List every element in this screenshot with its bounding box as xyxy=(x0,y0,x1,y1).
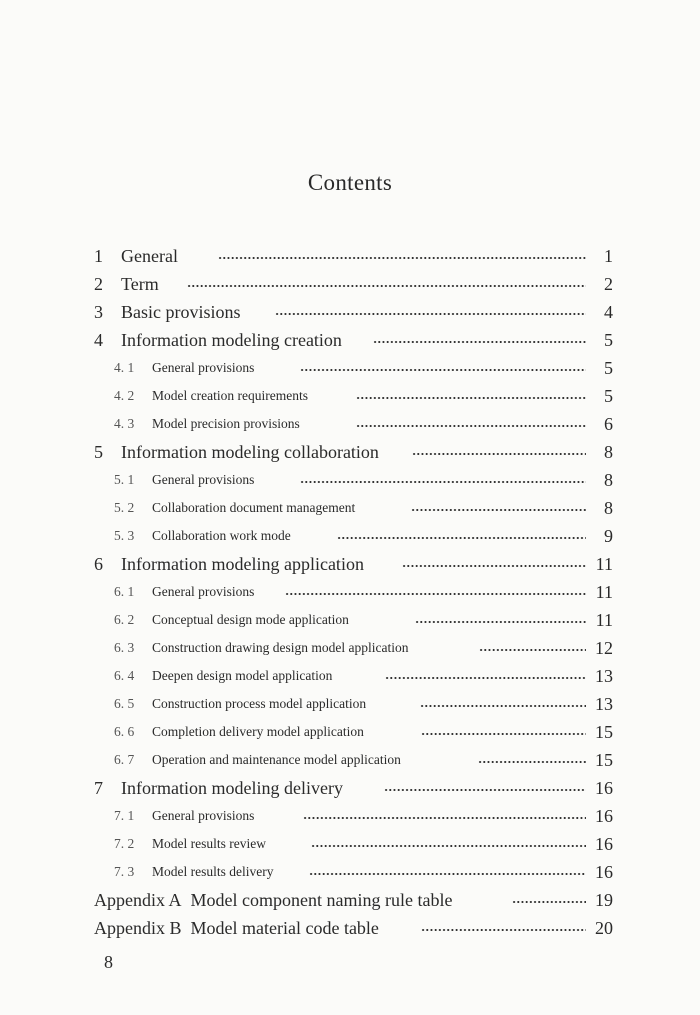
toc-title: Term xyxy=(121,274,159,294)
toc-page-number: 20 xyxy=(595,918,613,938)
toc-number: 6. 5 xyxy=(114,696,135,711)
toc-title: Model material code table xyxy=(190,918,379,938)
toc-number: 6. 7 xyxy=(114,752,135,767)
toc-leader-dots xyxy=(412,438,586,466)
toc-entry-6-3[interactable] xyxy=(0,634,700,662)
toc-title: Completion delivery model application xyxy=(152,724,364,739)
toc-number: 5. 2 xyxy=(114,500,135,515)
toc-entry-5-3[interactable] xyxy=(0,522,700,550)
toc-title: Model results review xyxy=(152,836,266,851)
toc-page-number: 1 xyxy=(604,246,613,266)
toc-title: Construction drawing design model application xyxy=(152,640,409,655)
toc-leader-dots xyxy=(218,242,586,270)
toc-title: General provisions xyxy=(152,808,255,823)
toc-leader-dots xyxy=(411,494,586,522)
toc-title: General provisions xyxy=(152,472,255,487)
toc-leader-dots xyxy=(300,466,586,494)
toc-leader-dots xyxy=(356,382,586,410)
toc-leader-dots xyxy=(384,774,586,802)
toc-entry-6-1[interactable] xyxy=(0,578,700,606)
toc-leader-dots xyxy=(300,354,586,382)
toc-number: Appendix A xyxy=(94,890,182,910)
toc-leader-dots xyxy=(385,662,586,690)
toc-entry-4-3[interactable] xyxy=(0,410,700,438)
toc-page-number: 6 xyxy=(604,414,613,434)
toc-page-number: 8 xyxy=(604,442,613,462)
toc-title: Information modeling delivery xyxy=(121,778,343,798)
toc-entry-4[interactable] xyxy=(0,326,700,354)
toc-title: Information modeling application xyxy=(121,554,364,574)
toc-entry-appendix-b[interactable] xyxy=(0,914,700,942)
toc-entry-6[interactable] xyxy=(0,550,700,578)
toc-entry-2[interactable] xyxy=(0,270,700,298)
toc-entry-5[interactable] xyxy=(0,438,700,466)
toc-page-number: 2 xyxy=(604,274,613,294)
toc-number: 6. 3 xyxy=(114,640,135,655)
toc-leader-dots xyxy=(187,270,586,298)
toc-number: 6. 1 xyxy=(114,584,135,599)
toc-entry-6-4[interactable] xyxy=(0,662,700,690)
toc-title: General provisions xyxy=(152,360,255,375)
toc-leader-dots xyxy=(285,578,586,606)
toc-leader-dots xyxy=(337,522,586,550)
toc-entry-4-1[interactable] xyxy=(0,354,700,382)
toc-entry-4-2[interactable] xyxy=(0,382,700,410)
toc-page-number: 13 xyxy=(595,666,613,686)
toc-entry-7-2[interactable] xyxy=(0,830,700,858)
toc-entry-7-3[interactable] xyxy=(0,858,700,886)
toc-entry-appendix-a[interactable] xyxy=(0,886,700,914)
toc-page-number: 15 xyxy=(595,750,613,770)
toc-entry-6-2[interactable] xyxy=(0,606,700,634)
toc-leader-dots xyxy=(421,914,586,942)
toc-page-number: 5 xyxy=(604,358,613,378)
toc-leader-dots xyxy=(309,858,586,886)
toc-number: 3 xyxy=(94,302,103,322)
toc-entry-1[interactable] xyxy=(0,242,700,270)
toc-entry-6-6[interactable] xyxy=(0,718,700,746)
toc-number: 7. 1 xyxy=(114,808,135,823)
toc-number: Appendix B xyxy=(94,918,182,938)
toc-title: Conceptual design mode application xyxy=(152,612,349,627)
toc-title: Deepen design model application xyxy=(152,668,333,683)
toc-number: 5 xyxy=(94,442,103,462)
toc-page-number: 11 xyxy=(595,582,613,602)
toc-title: Collaboration work mode xyxy=(152,528,291,543)
toc-title: Construction process model application xyxy=(152,696,367,711)
toc-page-number: 4 xyxy=(604,302,613,322)
toc-leader-dots xyxy=(478,746,586,774)
toc-entry-7[interactable] xyxy=(0,774,700,802)
toc-leader-dots xyxy=(311,830,586,858)
page-title: Contents xyxy=(307,170,393,195)
toc-leader-dots xyxy=(373,326,586,354)
toc-page-number: 8 xyxy=(604,498,613,518)
toc-number: 2 xyxy=(94,274,103,294)
toc-title: Model creation requirements xyxy=(152,388,308,403)
toc-leader-dots xyxy=(479,634,586,662)
toc-number: 7 xyxy=(94,778,103,798)
toc-number: 6. 2 xyxy=(114,612,135,627)
toc-page-number: 16 xyxy=(595,806,613,826)
toc-page-number: 16 xyxy=(595,778,613,798)
toc-entry-5-2[interactable] xyxy=(0,494,700,522)
toc-page-number: 8 xyxy=(604,470,613,490)
page-number: 8 xyxy=(104,952,113,972)
toc-page-number: 16 xyxy=(595,862,613,882)
toc-leader-dots xyxy=(275,298,586,326)
toc-leader-dots xyxy=(421,718,586,746)
toc-leader-dots xyxy=(303,802,586,830)
toc-number: 5. 1 xyxy=(114,472,135,487)
toc-page-number: 19 xyxy=(595,890,613,910)
toc-page-number: 5 xyxy=(604,386,613,406)
toc-number: 6. 6 xyxy=(114,724,135,739)
toc-title: General provisions xyxy=(152,584,255,599)
toc-page-number: 13 xyxy=(595,694,613,714)
toc-number: 7. 3 xyxy=(114,864,135,879)
toc-page-number: 11 xyxy=(595,554,613,574)
toc-number: 6 xyxy=(94,554,103,574)
toc-page-number: 12 xyxy=(595,638,613,658)
toc-number: 4. 2 xyxy=(114,388,135,403)
toc-page-number: 16 xyxy=(595,834,613,854)
toc-number: 1 xyxy=(94,246,103,266)
toc-entry-5-1[interactable] xyxy=(0,466,700,494)
toc-leader-dots xyxy=(415,606,586,634)
toc-title: Model results delivery xyxy=(152,864,274,879)
toc-entry-3[interactable] xyxy=(0,298,700,326)
toc-number: 4 xyxy=(94,330,103,350)
toc-title: Collaboration document management xyxy=(152,500,356,515)
toc-title: Information modeling creation xyxy=(121,330,342,350)
toc-page-number: 9 xyxy=(604,526,613,546)
toc-number: 7. 2 xyxy=(114,836,135,851)
toc-page-number: 15 xyxy=(595,722,613,742)
toc-page-number: 11 xyxy=(595,610,613,630)
toc-title: Operation and maintenance model application xyxy=(152,752,401,767)
toc-leader-dots xyxy=(356,410,586,438)
toc-title: Model precision provisions xyxy=(152,416,300,431)
toc-number: 5. 3 xyxy=(114,528,135,543)
toc-leader-dots xyxy=(402,550,586,578)
toc-number: 4. 3 xyxy=(114,416,135,431)
toc-leader-dots xyxy=(420,690,586,718)
toc-title: Model component naming rule table xyxy=(190,890,453,910)
toc-page-number: 5 xyxy=(604,330,613,350)
toc-entry-6-5[interactable] xyxy=(0,690,700,718)
toc-title: Information modeling collaboration xyxy=(121,442,379,462)
toc-entry-7-1[interactable] xyxy=(0,802,700,830)
toc-entry-6-7[interactable] xyxy=(0,746,700,774)
toc-number: 6. 4 xyxy=(114,668,135,683)
toc-number: 4. 1 xyxy=(114,360,135,375)
toc-leader-dots xyxy=(512,886,586,914)
toc-title: Basic provisions xyxy=(121,302,241,322)
toc-title: General xyxy=(121,246,178,266)
